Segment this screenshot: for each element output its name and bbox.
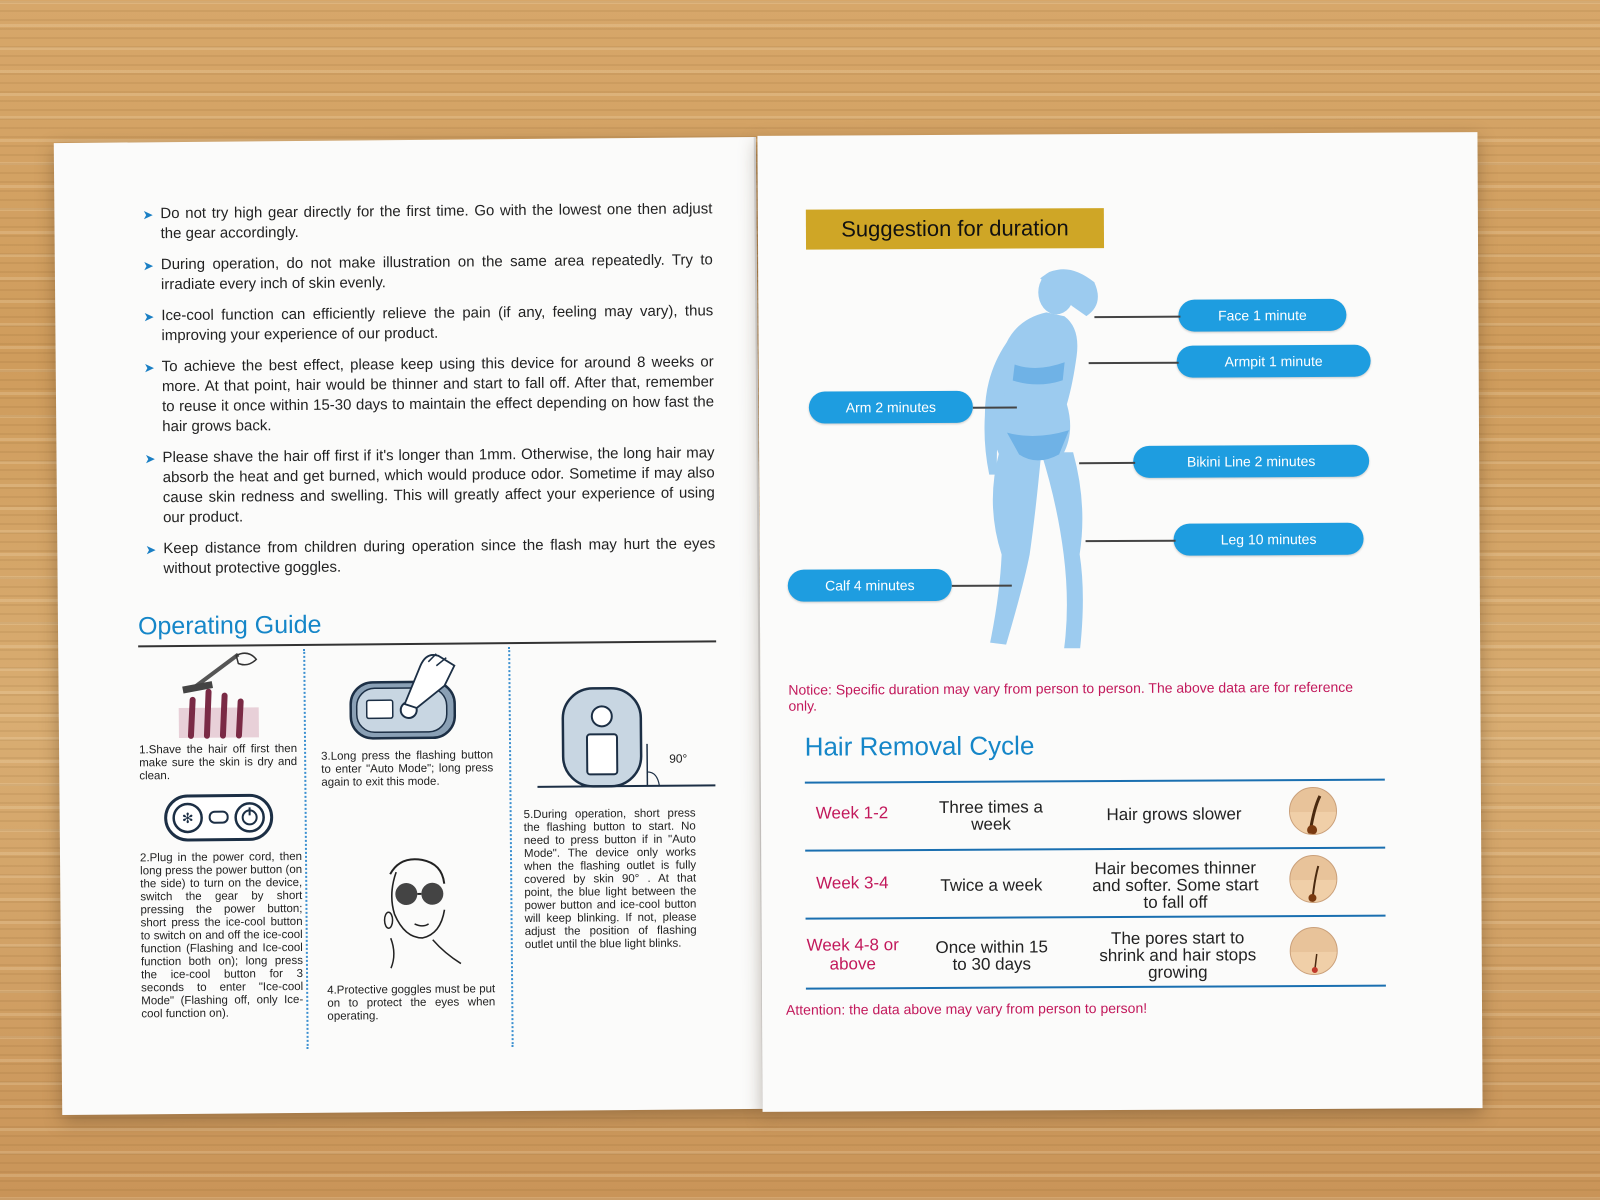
leg-duration-label: Leg 10 minutes	[1173, 523, 1363, 556]
device-angle-illustration	[537, 685, 718, 791]
shaving-illustration	[168, 649, 269, 742]
goggles-illustration	[360, 853, 473, 970]
step-2-text: 2.Plug in the power cord, then long press the power button (on the side) to turn on the device, switch the gear by short pressing the power button; short press the ice-cool button to switch on and off the ice-cool function (Flashing and Ice-cool function both on); long press the ice-cool button for 3 seconds to enter "Ice-cool Mode" (Flashing off, only Ice-cool function on).	[139, 850, 304, 1021]
leader-line	[1089, 362, 1179, 364]
svg-text:✻: ✻	[181, 810, 194, 827]
cycle-frequency: Twice a week	[940, 875, 1043, 895]
cycle-effect: Hair grows slower	[1106, 804, 1242, 825]
duration-banner: Suggestion for duration	[806, 208, 1104, 250]
armpit-duration-label: Armpit 1 minute	[1177, 345, 1371, 378]
arrow-icon: ➤	[144, 451, 156, 467]
arrow-icon: ➤	[142, 258, 154, 274]
cycle-effect: Hair becomes thinner and softer. Some start to fall off	[1092, 858, 1259, 912]
tip-item: ➤ Do not try high gear directly for the first time. Go with the lowest one then adjust the gear accordingly.	[142, 200, 713, 243]
hair-follicle-icon	[1290, 927, 1338, 975]
arrow-icon: ➤	[143, 360, 155, 376]
device-press-illustration	[344, 646, 463, 743]
tip-item: ➤ To achieve the best effect, please keep using this device for around 8 weeks or more. At that point, hair would be thinner and start to fall off. After that, remember to reuse it once within 15-30 days to maintain the effect depending on how fast the hair grows back.	[143, 353, 715, 436]
right-page	[757, 132, 1482, 1112]
tip-item: ➤ During operation, do not make illustration on the same area repeatedly. Try to irradiate every inch of skin evenly.	[142, 251, 713, 294]
left-page	[54, 137, 764, 1115]
control-buttons-illustration	[163, 791, 275, 844]
cycle-week: Week 3-4	[816, 873, 889, 893]
table-rule	[805, 779, 1385, 784]
step-1-text: 1.Shave the hair off first then make sure the skin is dry and clean.	[139, 742, 298, 783]
leader-line	[1079, 462, 1135, 464]
tips-list	[142, 199, 715, 590]
cycle-effect: The pores start to shrink and hair stops growing	[1099, 928, 1257, 982]
step-3-text: 3.Long press the flashing button to enter "Auto Mode"; long press again to exit this mode.	[321, 749, 494, 789]
leader-line	[1086, 540, 1176, 542]
cycle-attention: Attention: the data above may vary from person to person!	[785, 999, 1148, 1018]
face-duration-label: Face 1 minute	[1178, 299, 1346, 332]
calf-duration-label: Calf 4 minutes	[788, 569, 952, 602]
hair-removal-cycle-title: Hair Removal Cycle	[804, 730, 1035, 762]
tip-item: ➤ Keep distance from children during operation since the flash may hurt the eyes without protective goggles.	[145, 535, 716, 578]
bikini-duration-label: Bikini Line 2 minutes	[1133, 445, 1369, 478]
table-rule	[806, 915, 1386, 920]
cycle-frequency: Once within 15 to 30 days	[935, 937, 1048, 974]
table-rule	[805, 847, 1385, 852]
hair-follicle-icon	[1289, 787, 1337, 835]
column-divider	[508, 647, 513, 1047]
leader-line	[1094, 316, 1180, 318]
column-divider	[303, 649, 308, 1049]
operating-guide-title: Operating Guide	[137, 610, 322, 641]
arrow-icon: ➤	[143, 309, 155, 325]
hair-follicle-icon	[1289, 855, 1337, 903]
table-rule	[806, 985, 1386, 990]
body-silhouette-illustration	[944, 264, 1146, 655]
step-5-text: 5.During operation, short press the flashing button to start. No need to press button if in "Auto Mode". The device only works when the flashing outlet is fully covered by skin 90° . At that point, the blue light between the power button and ice-cool button will keep blinking. If not, please adjust the position of flashing outlet until the blue light blinks.	[523, 807, 697, 952]
cycle-frequency: Three times a week	[938, 797, 1043, 834]
arm-duration-label: Arm 2 minutes	[809, 391, 973, 424]
duration-notice: Notice: Specific duration may vary from person to person. The above data are for reference only.	[788, 678, 1354, 714]
tip-item: ➤ Ice-cool function can efficiently relieve the pain (if any, feeling may vary), thus improving your experience of our product.	[143, 302, 714, 345]
arrow-icon: ➤	[145, 542, 157, 558]
step-4-text: 4.Protective goggles must be put on to protect the eyes when operating.	[327, 983, 496, 1023]
arrow-icon: ➤	[142, 207, 154, 223]
cycle-week: Week 4-8 or above	[806, 935, 899, 974]
leader-line	[973, 407, 1017, 409]
cycle-week: Week 1-2	[815, 803, 889, 823]
angle-label: 90°	[669, 751, 688, 766]
leader-line	[952, 585, 1012, 587]
tip-item: ➤ Please shave the hair off first if it's longer than 1mm. Otherwise, the long hair may absorb the heat and get burned, which would produce odor. Sometime if may also cause skin redness and swelling. This will greatly affect your experience of using our product.	[144, 444, 715, 527]
